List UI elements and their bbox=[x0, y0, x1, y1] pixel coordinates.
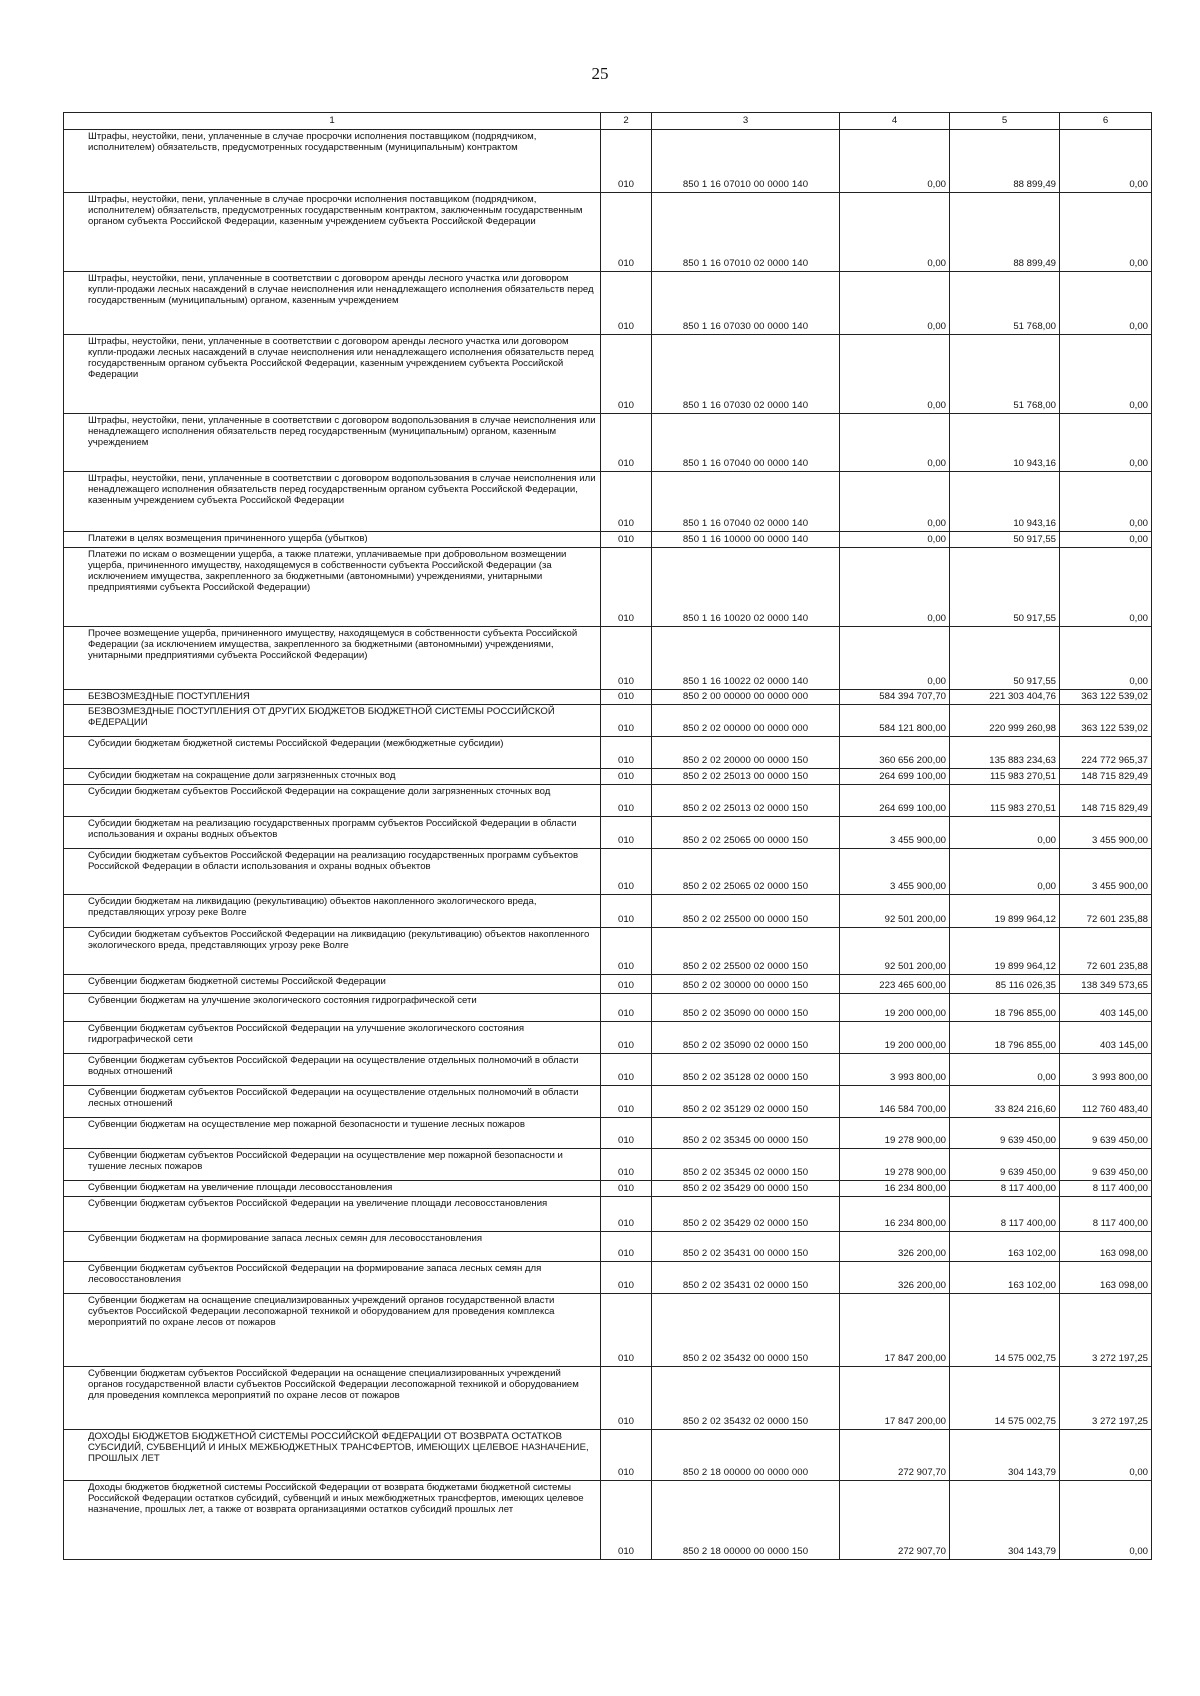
row-budget-classification-code: 850 2 02 25500 00 0000 150 bbox=[652, 895, 840, 928]
table-row bbox=[64, 817, 1152, 849]
row-approved-amount: 92 501 200,00 bbox=[840, 928, 950, 975]
row-description: Субвенции бюджетам бюджетной системы Российской Федерации bbox=[64, 975, 601, 994]
row-executed-amount: 88 899,49 bbox=[950, 130, 1060, 193]
row-unexecuted-amount: 0,00 bbox=[1060, 1481, 1152, 1560]
row-approved-amount: 17 847 200,00 bbox=[840, 1294, 950, 1367]
row-executed-amount: 163 102,00 bbox=[950, 1262, 1060, 1294]
row-unexecuted-amount: 3 272 197,25 bbox=[1060, 1294, 1152, 1367]
row-approved-amount: 19 278 900,00 bbox=[840, 1118, 950, 1149]
row-unexecuted-amount: 224 772 965,37 bbox=[1060, 737, 1152, 769]
row-executed-amount: 19 899 964,12 bbox=[950, 928, 1060, 975]
column-number-header: 3 bbox=[652, 113, 840, 130]
row-approved-amount: 19 200 000,00 bbox=[840, 1022, 950, 1054]
row-unexecuted-amount: 0,00 bbox=[1060, 548, 1152, 627]
row-approved-amount: 584 394 707,70 bbox=[840, 690, 950, 705]
row-description: Штрафы, неустойки, пени, уплаченные в соответствии с договором аренды лесного участка или договором купли-продажи лесных насаждений в случае неисполнения или ненадлежащего исполнения обязательств перед государственным органом субъекта Российской Федерации, казенным учреждением субъекта Российской Федерации bbox=[64, 335, 601, 414]
row-unexecuted-amount: 0,00 bbox=[1060, 472, 1152, 532]
table-row bbox=[64, 1054, 1152, 1086]
row-unexecuted-amount: 0,00 bbox=[1060, 532, 1152, 548]
row-description: Субсидии бюджетам на реализацию государственных программ субъектов Российской Федерации в области использования и охраны водных объектов bbox=[64, 817, 601, 849]
row-unexecuted-amount: 9 639 450,00 bbox=[1060, 1118, 1152, 1149]
row-unexecuted-amount: 72 601 235,88 bbox=[1060, 895, 1152, 928]
row-line-code: 010 bbox=[601, 1022, 652, 1054]
row-line-code: 010 bbox=[601, 1181, 652, 1197]
row-approved-amount: 17 847 200,00 bbox=[840, 1367, 950, 1430]
row-description: Штрафы, неустойки, пени, уплаченные в соответствии с договором аренды лесного участка или договором купли-продажи лесных насаждений в случае неисполнения или ненадлежащего исполнения обязательств перед государственным (муниципальным) органом, казенным учреждением bbox=[64, 272, 601, 335]
row-description: Субвенции бюджетам субъектов Российской Федерации на улучшение экологического состояния гидрографической сети bbox=[64, 1022, 601, 1054]
row-executed-amount: 19 899 964,12 bbox=[950, 895, 1060, 928]
row-description: Субвенции бюджетам субъектов Российской Федерации на осуществление отдельных полномочий в области водных отношений bbox=[64, 1054, 601, 1086]
row-unexecuted-amount: 72 601 235,88 bbox=[1060, 928, 1152, 975]
table-row bbox=[64, 193, 1152, 272]
row-description: Субвенции бюджетам субъектов Российской Федерации на осуществление мер пожарной безопасности и тушение лесных пожаров bbox=[64, 1149, 601, 1181]
row-budget-classification-code: 850 2 02 25013 02 0000 150 bbox=[652, 785, 840, 817]
row-executed-amount: 8 117 400,00 bbox=[950, 1197, 1060, 1232]
table-row bbox=[64, 1118, 1152, 1149]
row-approved-amount: 264 699 100,00 bbox=[840, 769, 950, 785]
row-budget-classification-code: 850 2 02 35432 02 0000 150 bbox=[652, 1367, 840, 1430]
row-unexecuted-amount: 3 455 900,00 bbox=[1060, 849, 1152, 895]
row-line-code: 010 bbox=[601, 1367, 652, 1430]
row-approved-amount: 0,00 bbox=[840, 532, 950, 548]
row-description: Платежи в целях возмещения причиненного ущерба (убытков) bbox=[64, 532, 601, 548]
row-executed-amount: 220 999 260,98 bbox=[950, 705, 1060, 737]
row-executed-amount: 18 796 855,00 bbox=[950, 994, 1060, 1022]
row-line-code: 010 bbox=[601, 193, 652, 272]
row-line-code: 010 bbox=[601, 1232, 652, 1262]
row-unexecuted-amount: 403 145,00 bbox=[1060, 994, 1152, 1022]
row-executed-amount: 163 102,00 bbox=[950, 1232, 1060, 1262]
row-budget-classification-code: 850 2 02 25065 02 0000 150 bbox=[652, 849, 840, 895]
row-approved-amount: 19 278 900,00 bbox=[840, 1149, 950, 1181]
table-row bbox=[64, 1430, 1152, 1481]
row-line-code: 010 bbox=[601, 414, 652, 472]
row-budget-classification-code: 850 2 02 35431 02 0000 150 bbox=[652, 1262, 840, 1294]
table-row bbox=[64, 705, 1152, 737]
row-budget-classification-code: 850 2 02 35345 02 0000 150 bbox=[652, 1149, 840, 1181]
row-line-code: 010 bbox=[601, 690, 652, 705]
table-row bbox=[64, 975, 1152, 994]
table-row bbox=[64, 994, 1152, 1022]
row-budget-classification-code: 850 2 02 25065 00 0000 150 bbox=[652, 817, 840, 849]
row-line-code: 010 bbox=[601, 785, 652, 817]
row-approved-amount: 0,00 bbox=[840, 548, 950, 627]
row-budget-classification-code: 850 1 16 10020 02 0000 140 bbox=[652, 548, 840, 627]
table-row bbox=[64, 928, 1152, 975]
row-approved-amount: 0,00 bbox=[840, 130, 950, 193]
row-line-code: 010 bbox=[601, 272, 652, 335]
row-executed-amount: 50 917,55 bbox=[950, 532, 1060, 548]
table-row bbox=[64, 1481, 1152, 1560]
row-description: Доходы бюджетов бюджетной системы Российской Федерации от возврата бюджетами бюджетной системы Российской Федерации остатков субсидий, субвенций и иных межбюджетных трансфертов, имеющих целевое назначение, прошлых лет, а также от возврата организациями остатков субсидий прошлых лет bbox=[64, 1481, 601, 1560]
row-executed-amount: 33 824 216,60 bbox=[950, 1086, 1060, 1118]
row-description: Субвенции бюджетам на формирование запаса лесных семян для лесовосстановления bbox=[64, 1232, 601, 1262]
row-description: Субсидии бюджетам субъектов Российской Федерации на ликвидацию (рекультивацию) объектов накопленного экологического вреда, представляющих угрозу реке Волге bbox=[64, 928, 601, 975]
row-executed-amount: 304 143,79 bbox=[950, 1481, 1060, 1560]
table-row bbox=[64, 272, 1152, 335]
row-budget-classification-code: 850 2 02 30000 00 0000 150 bbox=[652, 975, 840, 994]
row-unexecuted-amount: 9 639 450,00 bbox=[1060, 1149, 1152, 1181]
row-description: Субсидии бюджетам на ликвидацию (рекультивацию) объектов накопленного экологического вреда, представляющих угрозу реке Волге bbox=[64, 895, 601, 928]
row-approved-amount: 16 234 800,00 bbox=[840, 1181, 950, 1197]
row-description: Субвенции бюджетам на увеличение площади лесовосстановления bbox=[64, 1181, 601, 1197]
row-line-code: 010 bbox=[601, 335, 652, 414]
row-executed-amount: 135 883 234,63 bbox=[950, 737, 1060, 769]
row-approved-amount: 0,00 bbox=[840, 193, 950, 272]
row-unexecuted-amount: 363 122 539,02 bbox=[1060, 690, 1152, 705]
row-approved-amount: 272 907,70 bbox=[840, 1430, 950, 1481]
row-approved-amount: 0,00 bbox=[840, 335, 950, 414]
row-description: Прочее возмещение ущерба, причиненного имуществу, находящемуся в собственности субъекта Российской Федерации (за исключением имущества, закрепленного за бюджетными (автономными) учреждениями, унитарными предприятиями субъекта Российской Федерации) bbox=[64, 627, 601, 690]
row-description: БЕЗВОЗМЕЗДНЫЕ ПОСТУПЛЕНИЯ ОТ ДРУГИХ БЮДЖЕТОВ БЮДЖЕТНОЙ СИСТЕМЫ РОССИЙСКОЙ ФЕДЕРАЦИИ bbox=[64, 705, 601, 737]
table-row bbox=[64, 1022, 1152, 1054]
row-description: Субсидии бюджетам на сокращение доли загрязненных сточных вод bbox=[64, 769, 601, 785]
row-executed-amount: 115 983 270,51 bbox=[950, 769, 1060, 785]
row-budget-classification-code: 850 1 16 10022 02 0000 140 bbox=[652, 627, 840, 690]
row-line-code: 010 bbox=[601, 1086, 652, 1118]
row-budget-classification-code: 850 2 02 35429 00 0000 150 bbox=[652, 1181, 840, 1197]
row-description: Субвенции бюджетам субъектов Российской Федерации на оснащение специализированных учреждений органов государственной власти субъектов Российской Федерации лесопожарной техникой и оборудованием для проведения комплекса мероприятий по охране лесов от пожаров bbox=[64, 1367, 601, 1430]
row-executed-amount: 115 983 270,51 bbox=[950, 785, 1060, 817]
table-row bbox=[64, 130, 1152, 193]
row-approved-amount: 360 656 200,00 bbox=[840, 737, 950, 769]
table-row bbox=[64, 737, 1152, 769]
column-number-header-row bbox=[64, 113, 1152, 130]
row-description: ДОХОДЫ БЮДЖЕТОВ БЮДЖЕТНОЙ СИСТЕМЫ РОССИЙСКОЙ ФЕДЕРАЦИИ ОТ ВОЗВРАТА ОСТАТКОВ СУБСИДИЙ, СУБВЕНЦИЙ И ИНЫХ МЕЖБЮДЖЕТНЫХ ТРАНСФЕРТОВ, ИМЕЮЩИХ ЦЕЛЕВОЕ НАЗНАЧЕНИЕ, ПРОШЛЫХ ЛЕТ bbox=[64, 1430, 601, 1481]
row-description: Штрафы, неустойки, пени, уплаченные в соответствии с договором водопользования в случае неисполнения или ненадлежащего исполнения обязательств перед государственным органом субъекта Российской Федерации, казенным учреждением субъекта Российской Федерации bbox=[64, 472, 601, 532]
row-approved-amount: 3 993 800,00 bbox=[840, 1054, 950, 1086]
row-description: Платежи по искам о возмещении ущерба, а также платежи, уплачиваемые при добровольном возмещении ущерба, причиненного имуществу, находящемуся в собственности субъекта Российской Федерации (за исключением имущества, закрепленного за бюджетными (автономными) учреждениями, унитарными предприятиями субъекта Российской Федерации) bbox=[64, 548, 601, 627]
row-unexecuted-amount: 0,00 bbox=[1060, 1430, 1152, 1481]
row-line-code: 010 bbox=[601, 548, 652, 627]
row-approved-amount: 0,00 bbox=[840, 627, 950, 690]
table-row bbox=[64, 532, 1152, 548]
row-executed-amount: 50 917,55 bbox=[950, 548, 1060, 627]
row-approved-amount: 146 584 700,00 bbox=[840, 1086, 950, 1118]
row-executed-amount: 50 917,55 bbox=[950, 627, 1060, 690]
row-unexecuted-amount: 3 993 800,00 bbox=[1060, 1054, 1152, 1086]
row-unexecuted-amount: 8 117 400,00 bbox=[1060, 1181, 1152, 1197]
row-description: Штрафы, неустойки, пени, уплаченные в случае просрочки исполнения поставщиком (подрядчиком, исполнителем) обязательств, предусмотренных государственным контрактом, заключенным государственным органом субъекта Российской Федерации, казенным учреждением субъекта Российской Федерации bbox=[64, 193, 601, 272]
row-budget-classification-code: 850 2 02 00000 00 0000 000 bbox=[652, 705, 840, 737]
row-description: Субсидии бюджетам субъектов Российской Федерации на сокращение доли загрязненных сточных вод bbox=[64, 785, 601, 817]
table-row bbox=[64, 895, 1152, 928]
row-unexecuted-amount: 403 145,00 bbox=[1060, 1022, 1152, 1054]
row-line-code: 010 bbox=[601, 705, 652, 737]
row-line-code: 010 bbox=[601, 1054, 652, 1086]
row-approved-amount: 16 234 800,00 bbox=[840, 1197, 950, 1232]
row-budget-classification-code: 850 1 16 07040 00 0000 140 bbox=[652, 414, 840, 472]
row-unexecuted-amount: 8 117 400,00 bbox=[1060, 1197, 1152, 1232]
row-unexecuted-amount: 148 715 829,49 bbox=[1060, 785, 1152, 817]
row-line-code: 010 bbox=[601, 1118, 652, 1149]
row-executed-amount: 304 143,79 bbox=[950, 1430, 1060, 1481]
row-budget-classification-code: 850 1 16 07030 00 0000 140 bbox=[652, 272, 840, 335]
row-budget-classification-code: 850 2 02 20000 00 0000 150 bbox=[652, 737, 840, 769]
row-budget-classification-code: 850 2 02 35432 00 0000 150 bbox=[652, 1294, 840, 1367]
row-approved-amount: 0,00 bbox=[840, 414, 950, 472]
row-executed-amount: 0,00 bbox=[950, 817, 1060, 849]
row-approved-amount: 92 501 200,00 bbox=[840, 895, 950, 928]
row-approved-amount: 3 455 900,00 bbox=[840, 817, 950, 849]
table-row bbox=[64, 627, 1152, 690]
row-description: Штрафы, неустойки, пени, уплаченные в соответствии с договором водопользования в случае неисполнения или ненадлежащего исполнения обязательств перед государственным (муниципальным) органом, казенным учреждением bbox=[64, 414, 601, 472]
budget-income-table bbox=[63, 112, 1152, 1560]
row-description: Субвенции бюджетам на оснащение специализированных учреждений органов государственной власти субъектов Российской Федерации лесопожарной техникой и оборудованием для проведения комплекса мероприятий по охране лесов от пожаров bbox=[64, 1294, 601, 1367]
row-approved-amount: 326 200,00 bbox=[840, 1262, 950, 1294]
row-line-code: 010 bbox=[601, 1197, 652, 1232]
table-row bbox=[64, 769, 1152, 785]
row-executed-amount: 9 639 450,00 bbox=[950, 1118, 1060, 1149]
table-row bbox=[64, 785, 1152, 817]
row-line-code: 010 bbox=[601, 1294, 652, 1367]
table-row bbox=[64, 1197, 1152, 1232]
table-row bbox=[64, 849, 1152, 895]
row-unexecuted-amount: 0,00 bbox=[1060, 130, 1152, 193]
row-line-code: 010 bbox=[601, 472, 652, 532]
row-description: Субвенции бюджетам на улучшение экологического состояния гидрографической сети bbox=[64, 994, 601, 1022]
row-line-code: 010 bbox=[601, 1262, 652, 1294]
row-budget-classification-code: 850 2 02 35129 02 0000 150 bbox=[652, 1086, 840, 1118]
row-line-code: 010 bbox=[601, 817, 652, 849]
table-row bbox=[64, 1232, 1152, 1262]
row-description: Субсидии бюджетам бюджетной системы Российской Федерации (межбюджетные субсидии) bbox=[64, 737, 601, 769]
row-line-code: 010 bbox=[601, 1430, 652, 1481]
row-line-code: 010 bbox=[601, 737, 652, 769]
row-budget-classification-code: 850 2 02 35431 00 0000 150 bbox=[652, 1232, 840, 1262]
row-budget-classification-code: 850 1 16 10000 00 0000 140 bbox=[652, 532, 840, 548]
table-row bbox=[64, 1367, 1152, 1430]
row-executed-amount: 8 117 400,00 bbox=[950, 1181, 1060, 1197]
row-budget-classification-code: 850 2 02 35345 00 0000 150 bbox=[652, 1118, 840, 1149]
row-approved-amount: 272 907,70 bbox=[840, 1481, 950, 1560]
row-unexecuted-amount: 148 715 829,49 bbox=[1060, 769, 1152, 785]
row-executed-amount: 14 575 002,75 bbox=[950, 1367, 1060, 1430]
row-approved-amount: 3 455 900,00 bbox=[840, 849, 950, 895]
row-executed-amount: 14 575 002,75 bbox=[950, 1294, 1060, 1367]
column-number-header: 4 bbox=[840, 113, 950, 130]
row-line-code: 010 bbox=[601, 928, 652, 975]
row-description: Субвенции бюджетам на осуществление мер пожарной безопасности и тушение лесных пожаров bbox=[64, 1118, 601, 1149]
row-unexecuted-amount: 3 455 900,00 bbox=[1060, 817, 1152, 849]
row-description: БЕЗВОЗМЕЗДНЫЕ ПОСТУПЛЕНИЯ bbox=[64, 690, 601, 705]
row-description: Субсидии бюджетам субъектов Российской Федерации на реализацию государственных программ субъектов Российской Федерации в области использования и охраны водных объектов bbox=[64, 849, 601, 895]
row-executed-amount: 51 768,00 bbox=[950, 272, 1060, 335]
column-number-header: 5 bbox=[950, 113, 1060, 130]
column-number-header: 6 bbox=[1060, 113, 1152, 130]
row-approved-amount: 0,00 bbox=[840, 272, 950, 335]
row-line-code: 010 bbox=[601, 627, 652, 690]
row-budget-classification-code: 850 2 02 25013 00 0000 150 bbox=[652, 769, 840, 785]
row-unexecuted-amount: 0,00 bbox=[1060, 627, 1152, 690]
row-unexecuted-amount: 3 272 197,25 bbox=[1060, 1367, 1152, 1430]
page-number: 25 bbox=[591, 64, 609, 83]
row-executed-amount: 0,00 bbox=[950, 1054, 1060, 1086]
row-approved-amount: 19 200 000,00 bbox=[840, 994, 950, 1022]
row-line-code: 010 bbox=[601, 849, 652, 895]
row-unexecuted-amount: 163 098,00 bbox=[1060, 1232, 1152, 1262]
row-budget-classification-code: 850 2 02 35090 00 0000 150 bbox=[652, 994, 840, 1022]
row-approved-amount: 326 200,00 bbox=[840, 1232, 950, 1262]
row-budget-classification-code: 850 1 16 07040 02 0000 140 bbox=[652, 472, 840, 532]
row-executed-amount: 51 768,00 bbox=[950, 335, 1060, 414]
column-number-header: 1 bbox=[64, 113, 601, 130]
row-executed-amount: 85 116 026,35 bbox=[950, 975, 1060, 994]
table-row bbox=[64, 548, 1152, 627]
table-row bbox=[64, 1294, 1152, 1367]
row-executed-amount: 18 796 855,00 bbox=[950, 1022, 1060, 1054]
row-executed-amount: 221 303 404,76 bbox=[950, 690, 1060, 705]
row-budget-classification-code: 850 2 02 25500 02 0000 150 bbox=[652, 928, 840, 975]
row-description: Субвенции бюджетам субъектов Российской Федерации на увеличение площади лесовосстановления bbox=[64, 1197, 601, 1232]
row-line-code: 010 bbox=[601, 975, 652, 994]
row-budget-classification-code: 850 2 00 00000 00 0000 000 bbox=[652, 690, 840, 705]
row-line-code: 010 bbox=[601, 895, 652, 928]
row-unexecuted-amount: 0,00 bbox=[1060, 414, 1152, 472]
row-unexecuted-amount: 0,00 bbox=[1060, 272, 1152, 335]
table-row bbox=[64, 1086, 1152, 1118]
row-budget-classification-code: 850 2 02 35128 02 0000 150 bbox=[652, 1054, 840, 1086]
row-line-code: 010 bbox=[601, 130, 652, 193]
table-row bbox=[64, 1149, 1152, 1181]
row-description: Субвенции бюджетам субъектов Российской Федерации на осуществление отдельных полномочий в области лесных отношений bbox=[64, 1086, 601, 1118]
row-line-code: 010 bbox=[601, 769, 652, 785]
row-line-code: 010 bbox=[601, 994, 652, 1022]
row-budget-classification-code: 850 1 16 07010 00 0000 140 bbox=[652, 130, 840, 193]
row-description: Субвенции бюджетам субъектов Российской Федерации на формирование запаса лесных семян для лесовосстановления bbox=[64, 1262, 601, 1294]
table-row bbox=[64, 335, 1152, 414]
row-executed-amount: 0,00 bbox=[950, 849, 1060, 895]
row-budget-classification-code: 850 2 02 35429 02 0000 150 bbox=[652, 1197, 840, 1232]
table-row bbox=[64, 414, 1152, 472]
row-approved-amount: 0,00 bbox=[840, 472, 950, 532]
row-line-code: 010 bbox=[601, 1149, 652, 1181]
row-unexecuted-amount: 0,00 bbox=[1060, 335, 1152, 414]
row-unexecuted-amount: 363 122 539,02 bbox=[1060, 705, 1152, 737]
row-budget-classification-code: 850 1 16 07030 02 0000 140 bbox=[652, 335, 840, 414]
row-executed-amount: 88 899,49 bbox=[950, 193, 1060, 272]
row-executed-amount: 10 943,16 bbox=[950, 472, 1060, 532]
row-budget-classification-code: 850 1 16 07010 02 0000 140 bbox=[652, 193, 840, 272]
row-description: Штрафы, неустойки, пени, уплаченные в случае просрочки исполнения поставщиком (подрядчиком, исполнителем) обязательств, предусмотренных государственным (муниципальным) контрактом bbox=[64, 130, 601, 193]
row-unexecuted-amount: 112 760 483,40 bbox=[1060, 1086, 1152, 1118]
table-row bbox=[64, 1181, 1152, 1197]
row-budget-classification-code: 850 2 02 35090 02 0000 150 bbox=[652, 1022, 840, 1054]
row-approved-amount: 223 465 600,00 bbox=[840, 975, 950, 994]
table-row bbox=[64, 690, 1152, 705]
row-line-code: 010 bbox=[601, 1481, 652, 1560]
row-budget-classification-code: 850 2 18 00000 00 0000 150 bbox=[652, 1481, 840, 1560]
row-unexecuted-amount: 163 098,00 bbox=[1060, 1262, 1152, 1294]
row-executed-amount: 10 943,16 bbox=[950, 414, 1060, 472]
column-number-header: 2 bbox=[601, 113, 652, 130]
table-row bbox=[64, 472, 1152, 532]
row-budget-classification-code: 850 2 18 00000 00 0000 000 bbox=[652, 1430, 840, 1481]
row-line-code: 010 bbox=[601, 532, 652, 548]
row-unexecuted-amount: 138 349 573,65 bbox=[1060, 975, 1152, 994]
row-unexecuted-amount: 0,00 bbox=[1060, 193, 1152, 272]
table-row bbox=[64, 1262, 1152, 1294]
row-approved-amount: 264 699 100,00 bbox=[840, 785, 950, 817]
row-executed-amount: 9 639 450,00 bbox=[950, 1149, 1060, 1181]
row-approved-amount: 584 121 800,00 bbox=[840, 705, 950, 737]
